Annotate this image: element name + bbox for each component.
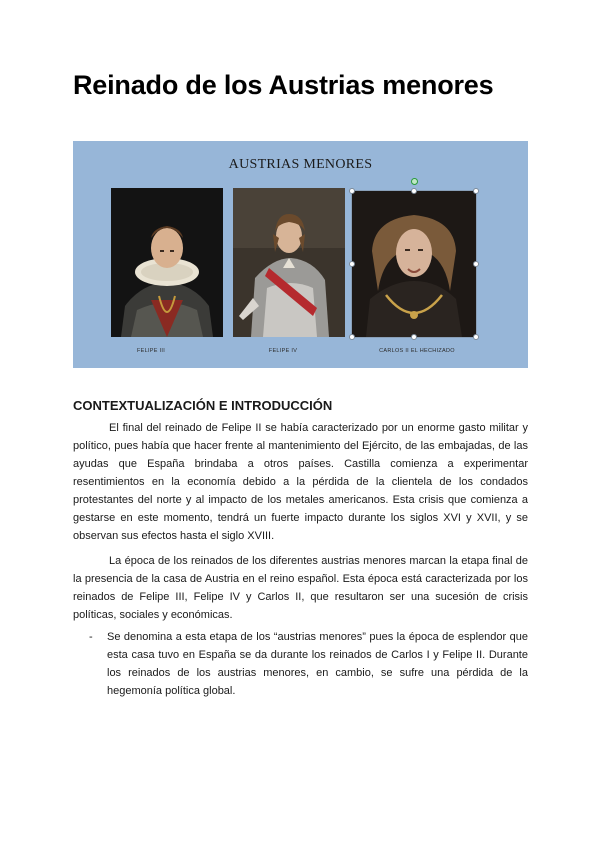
paragraph-1: El final del reinado de Felipe II se había caracterizado por un enorme gasto militar y político, pues había que hacer frente al mantenimiento del Ejército, de las embajadas, de las ayudas que España brindaba a otros países. Castilla comienza a experimentar resentimientos en la economía debido a la pérdida de la clientela de los condados protestantes del norte y al impacto de los metales americanos. Esta crisis que comienza a gestarse en este momento, tendrá un fuerte impacto durante los siglos XVI y XVII, y se observan sus efectos hasta el siglo XVIII. — [73, 422, 528, 542]
resize-handle-e[interactable] — [473, 261, 479, 267]
caption-felipe-iv: FELIPE IV — [268, 348, 298, 354]
caption-carlos-ii: CARLOS II EL HECHIZADO — [379, 348, 455, 354]
bullet-item — [89, 628, 528, 700]
resize-handle-n[interactable] — [411, 188, 417, 194]
resize-handle-nw[interactable] — [349, 188, 355, 194]
section-heading: CONTEXTUALIZACIÓN E INTRODUCCIÓN — [73, 398, 333, 413]
resize-handle-s[interactable] — [411, 334, 417, 340]
bullet-marker: - — [89, 631, 93, 643]
resize-handle-se[interactable] — [473, 334, 479, 340]
resize-handle-ne[interactable] — [473, 188, 479, 194]
portrait-felipe-iii — [111, 188, 223, 337]
resize-handle-sw[interactable] — [349, 334, 355, 340]
caption-felipe-iii: FELIPE III — [136, 348, 166, 354]
paragraph-2: La época de los reinados de los diferentes austrias menores marcan la etapa final de la presencia de la casa de Austria en el reino español. Esta época está caracterizada por los reinados de Felipe III, Felipe IV y Carlos II, que resultaron ser una sucesión de crisis políticas, sociales y económicas. — [73, 555, 528, 621]
austrias-banner-image — [73, 141, 528, 368]
portrait-felipe-iv — [233, 188, 345, 337]
document-title: Reinado de los Austrias menores — [73, 70, 494, 100]
resize-handle-w[interactable] — [349, 261, 355, 267]
portrait-carlos-ii — [352, 191, 476, 337]
bullet-text: Se denomina a esta etapa de los “austrias menores” pues la época de esplendor que esta casa tuvo en España se da durante los reinados de Carlos I y Felipe II. Durante los reinados de los austrias menores, en cambio, se sufre una pérdida de la hegemonía política global. — [107, 631, 528, 697]
banner-title: AUSTRIAS MENORES — [228, 157, 373, 172]
rotate-handle[interactable] — [411, 178, 418, 185]
